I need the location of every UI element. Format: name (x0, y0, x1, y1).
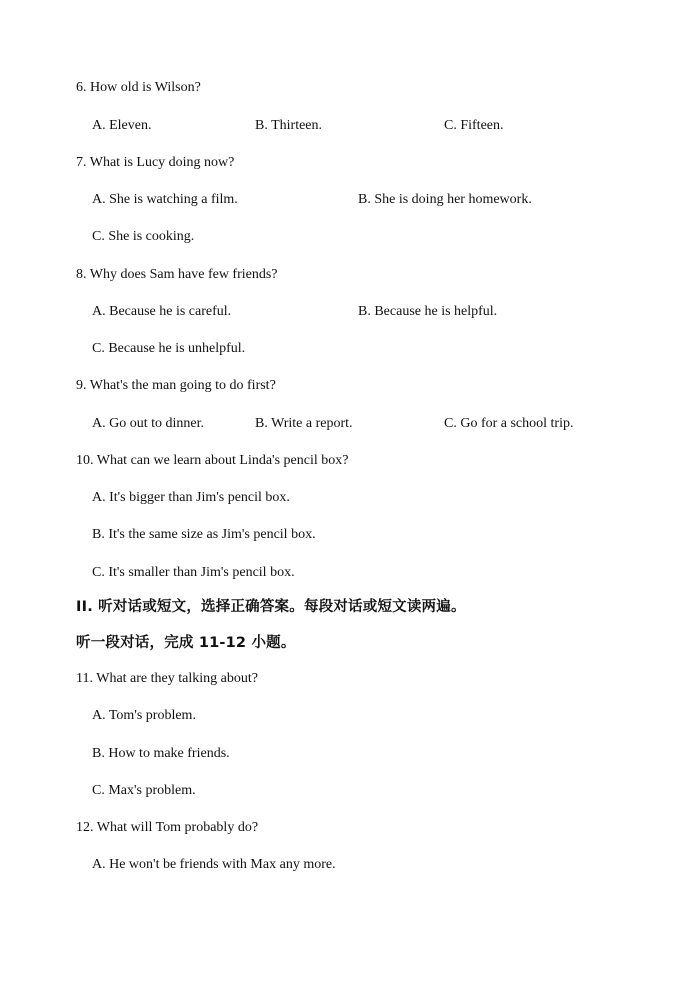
question-6: 6. How old is Wilson? (76, 80, 201, 95)
question-12: 12. What will Tom probably do? (76, 820, 259, 835)
question-6-option-a: A. Eleven. (92, 118, 152, 133)
question-6-option-b: B. Thirteen. (255, 118, 323, 133)
question-9-option-a: A. Go out to dinner. (92, 416, 204, 431)
question-10-option-b: B. It's the same size as Jim's pencil box. (92, 527, 316, 542)
question-10: 10. What can we learn about Linda's pencil box? (76, 453, 349, 468)
question-11-option-a: A. Tom's problem. (92, 708, 196, 723)
question-9-option-b: B. Write a report. (255, 416, 353, 431)
question-11-option-c: C. Max's problem. (92, 783, 196, 798)
question-7: 7. What is Lucy doing now? (76, 155, 235, 170)
question-8-option-c: C. Because he is unhelpful. (92, 341, 246, 356)
question-9: 9. What's the man going to do first? (76, 378, 276, 393)
question-7-option-c: C. She is cooking. (92, 229, 195, 244)
question-7-option-a: A. She is watching a film. (92, 192, 238, 207)
section-2-heading: II. 听对话或短文，选择正确答案。每段对话或短文读两遍。 (76, 599, 466, 615)
question-10-option-c: C. It's smaller than Jim's pencil box. (92, 565, 295, 580)
section-2-subheading: 听一段对话，完成 11-12 小题。 (76, 635, 296, 651)
question-8: 8. Why does Sam have few friends? (76, 267, 278, 282)
question-12-option-a: A. He won't be friends with Max any more. (92, 857, 336, 872)
question-8-option-a: A. Because he is careful. (92, 304, 232, 319)
question-10-option-a: A. It's bigger than Jim's pencil box. (92, 490, 290, 505)
question-6-option-c: C. Fifteen. (444, 118, 504, 133)
question-11-option-b: B. How to make friends. (92, 746, 230, 761)
question-8-option-b: B. Because he is helpful. (358, 304, 498, 319)
question-7-option-b: B. She is doing her homework. (358, 192, 532, 207)
question-11: 11. What are they talking about? (76, 671, 258, 686)
question-9-option-c: C. Go for a school trip. (444, 416, 574, 431)
